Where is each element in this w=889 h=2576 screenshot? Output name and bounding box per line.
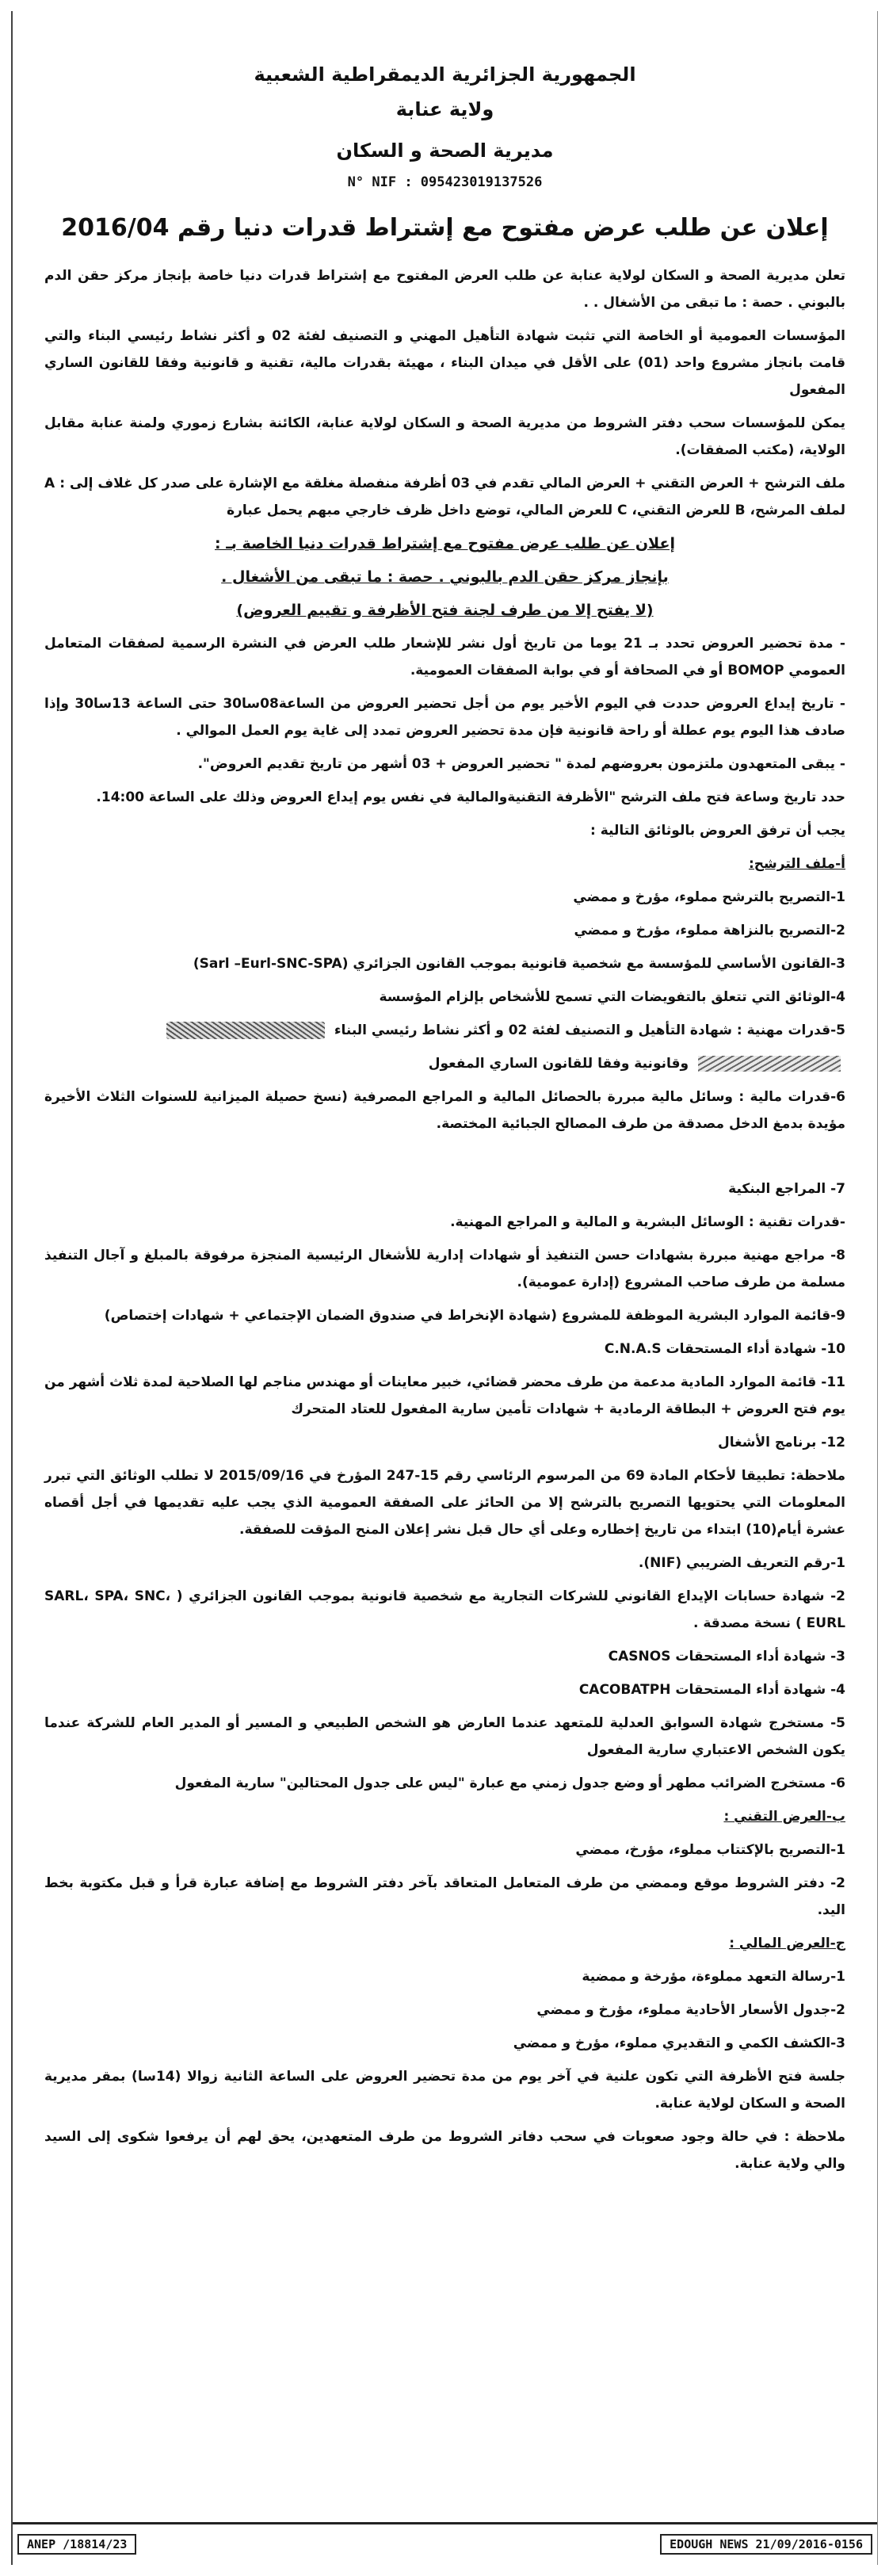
wilaya-heading: ولاية عنابة <box>395 98 494 120</box>
dates-paragraph: حدد تاريخ وساعة فتح ملف الترشح "الأظرفة التقنيةوالمالية في نفس يوم إيداع العروض وذلك على الساعة 14:00. <box>96 789 845 805</box>
ink-smudge <box>698 1056 841 1072</box>
section-title: أ-ملف الترشح: <box>748 856 845 872</box>
intro-paragraph: تعلن مديرية الصحة و السكان لولاية عنابة عن طلب العرض المفتوح مع إشتراط قدرات دنيا خاصة بإنجاز مركز حقن الدم بالبوني . حصة : ما تبقى من الأشغال . . <box>44 268 845 311</box>
note-paragraph: ملاحظة: تطبيقا لأحكام المادة 69 من المرسوم الرئاسي رقم 15-247 المؤرخ في 2015/09/16 لا تطلب الوثائق التي تبرر المعلومات التي يحتويها التصريح بالترشح إلا من الحائز على الصفقة العمومية الذي يجب عليه تقديمها في أجل أقصاه عشرة أيام(10) ابتداء من تاريخ إخطاره وعلى أي حال قبل نشر إعلان المنح المؤقت للصفقة. <box>44 1468 846 1538</box>
section-title: ب-العرض التقني : <box>723 1809 845 1825</box>
note-section <box>44 1462 845 1797</box>
candidacy-file-section <box>44 850 845 1456</box>
list-item <box>44 1017 845 1044</box>
list-item: 2-جدول الأسعار الأحادية مملوء، مؤرخ و ممضي <box>536 2002 845 2018</box>
envelope-line: إعلان عن طلب عرض مفتوح مع إشتراط قدرات دنيا الخاصة بـ : <box>215 535 675 552</box>
dates-paragraph: - يبقى المتعهدون ملتزمون بعروضهم لمدة " تحضير العروض + 03 أشهر من تاريخ تقديم العروض". <box>197 756 845 772</box>
final-note-paragraph: ملاحظة : في حالة وجود صعوبات في سحب دفاتر الشروط من طرف المتعهدين، يحق لهم أن يرفعوا شكوى إلى السيد والي ولاية عنابة. <box>44 2129 845 2172</box>
dates-paragraph: - تاريخ إيداع العروض حددت في اليوم الأخير يوم من أجل تحضير العروض من الساعة08سا30 حتى الساعة 13سا30 وإذا صادف هذا اليوم يوم عطلة أو راحة قانونية فإن مدة تحضير العروض تمدد إلى غاية يوم العمل الموالي . <box>44 696 845 739</box>
list-item: 9-قائمة الموارد البشرية الموظفة للمشروع (شهادة الإنخراط في صندوق الضمان الإجتماعي + شهادات إختصاص) <box>104 1308 845 1324</box>
directorate-heading: مديرية الصحة و السكان <box>336 140 554 162</box>
newspaper-reference: EDOUGH NEWS 21/09/2016-0156 <box>660 2534 872 2555</box>
list-item: 1-رسالة التعهد مملوءة، مؤرخة و ممضية <box>582 1969 845 1985</box>
list-item: 2-التصريح بالنزاهة مملوء، مؤرخ و ممضي <box>574 923 845 938</box>
list-item: 3- شهادة أداء المستحقات CASNOS <box>608 1649 845 1664</box>
dates-paragraph: - مدة تحضير العروض تحدد بـ 21 يوما من تاريخ أول نشر للإشعار طلب العرض في النشرة الرسمية لصفقات المتعامل العمومي BOMOP أو في الصحافة أو في بوابة الصفقات العمومية. <box>44 636 845 678</box>
envelope-line: (لا يفتح إلا من طرف لجنة فتح الأظرفة و تقييم العروض) <box>236 602 654 619</box>
republic-heading: الجمهورية الجزائرية الديمقراطية الشعبية <box>254 63 636 86</box>
financial-offer-section <box>44 1930 845 2057</box>
list-item: 6- مستخرج الضرائب مطهر أو وضع جدول زمني مع عبارة "ليس على جدول المحتالين" سارية المفعول <box>174 1775 845 1791</box>
list-item: 4- شهادة أداء المستحقات CACOBATPH <box>578 1682 845 1698</box>
announcement-page <box>11 11 878 2565</box>
list-item: 3-الكشف الكمي و التقديري مملوء، مؤرخ و ممضي <box>513 2035 845 2051</box>
intro-section <box>44 262 845 524</box>
intro-paragraph: يمكن للمؤسسات سحب دفتر الشروط من مديرية الصحة و السكان لولاية عنابة، الكائنة بشارع زموري ولمنة عنابة مقابل الولاية، (مكتب الصفقات). <box>44 415 845 458</box>
document-header <box>44 63 845 204</box>
list-item: 1-التصريح بالإكتتاب مملوء، مؤرخ، ممضي <box>575 1842 845 1858</box>
technical-offer-section <box>44 1803 845 1924</box>
list-item: 2- دفتر الشروط موقع وممضي من طرف المتعامل المتعاقد بآخر دفتر الشروط مع إضافة عبارة قرأ و قبل مكتوبة بخط اليد. <box>44 1875 845 1918</box>
spacer <box>44 1144 845 1175</box>
anep-reference: ANEP /18814/23 <box>17 2534 136 2555</box>
list-item-text: 5-قدرات مهنية : شهادة التأهيل و التصنيف لفئة 02 و أكثر نشاط رئيسي البناء <box>334 1022 845 1038</box>
list-item: 5- مستخرج شهادة السوابق العدلية للمتعهد عندما العارض هو الشخص الطبيعي و المسير أو المدير العام للشركة عندما يكون الشخص الاعتباري سارية المفعول <box>44 1715 845 1758</box>
intro-paragraph: ملف الترشح + العرض التقني + العرض المالي تقدم في 03 أظرفة منفصلة مغلقة مع الإشارة على صدر كل غلاف إلى : A لملف المرشح، B للعرض التقني، C للعرض المالي، توضع داخل ظرف خارجي مبهم يحمل عبارة <box>44 476 845 518</box>
list-item: 2- شهادة حسابات الإيداع القانوني للشركات التجارية مع شخصية قانونية بموجب القانون الجزائري ( SARL، SPA، SNC، EURL ) نسخة مصدقة . <box>44 1588 846 1631</box>
list-item: 6-قدرات مالية : وسائل مالية مبررة بالحصائل المالية و المراجع المصرفية (نسخ حصيلة الميزانية للسنوات الثلاث الأخيرة مؤيدة بدمغ الدخل مصدقة من طرف المصالح الجبائية المختصة. <box>44 1089 845 1132</box>
ink-smudge <box>166 1022 325 1039</box>
list-item: 12- برنامج الأشغال <box>718 1435 845 1450</box>
list-item-text: وقانونية وفقا للقانون الساري المفعول <box>428 1056 689 1072</box>
list-item: 1-التصريح بالترشح مملوء، مؤرخ و ممضي <box>573 889 845 905</box>
dates-paragraph: يجب أن ترفق العروض بالوثائق التالية : <box>590 823 845 839</box>
list-item: 1-رقم التعريف الضريبي (NIF). <box>638 1555 845 1571</box>
announcement-title: إعلان عن طلب عرض مفتوح مع إشتراط قدرات دنيا رقم 2016/04 <box>61 214 829 242</box>
list-item: 4-الوثائق التي تتعلق بالتفويضات التي تسمح للأشخاص بإلزام المؤسسة <box>379 989 845 1005</box>
list-item: -قدرات تقنية : الوسائل البشرية و المالية و المراجع المهنية. <box>450 1214 845 1230</box>
document-footer <box>13 2522 877 2567</box>
dates-section <box>44 630 845 844</box>
list-item: 8- مراجع مهنية مبررة بشهادات حسن التنفيذ أو شهادات إدارية للأشغال الرئيسية المنجزة مرفوقة بالمبلغ و آجال التنفيذ مسلمة من طرف صاحب المشروع (إدارة عمومية). <box>44 1248 845 1290</box>
list-item: 10- شهادة أداء المستحقات C.N.A.S <box>604 1341 845 1357</box>
list-item: 3-القانون الأساسي للمؤسسة مع شخصية قانونية بموجب القانون الجزائري (Sarl –Eurl-SNC-SPA) <box>193 956 845 972</box>
envelope-line: بإنجاز مركز حقن الدم بالبوني . حصة : ما تبقى من الأشغال . <box>221 568 669 586</box>
list-item <box>44 1050 845 1077</box>
nif-number: N° NIF : 095423019137526 <box>347 174 543 190</box>
opening-session-paragraph: جلسة فتح الأظرفة التي تكون علنية في آخر يوم من مدة تحضير العروض على الساعة الثانية زوالا (14سا) بمقر مديرية الصحة و السكان لولاية عنابة. <box>44 2069 846 2112</box>
list-item: 7- المراجع البنكية <box>728 1181 845 1197</box>
intro-paragraph: المؤسسات العمومية أو الخاصة التي تثبت شهادة التأهيل المهني و التصنيف لفئة 02 و أكثر نشاط رئيسي البناء والتي قامت بانجاز مشروع واحد (01) على الأقل في ميدان البناء ، مهيئة بقدرات مالية، تقنية و قانونية وفقا للقانون الساري المفعول <box>44 328 846 398</box>
envelope-label <box>44 530 845 624</box>
section-title: ج-العرض المالي : <box>729 1936 845 1951</box>
list-item: 11- قائمة الموارد المادية مدعمة من طرف محضر قضائي، خبير معاينات أو مهندس مناجم لها الصلاحية لمدة ثلاث أشهر من يوم فتح العروض + البطاقة الرمادية + شهادات تأمين سارية المفعول للعتاد المتحرك <box>44 1374 845 1417</box>
